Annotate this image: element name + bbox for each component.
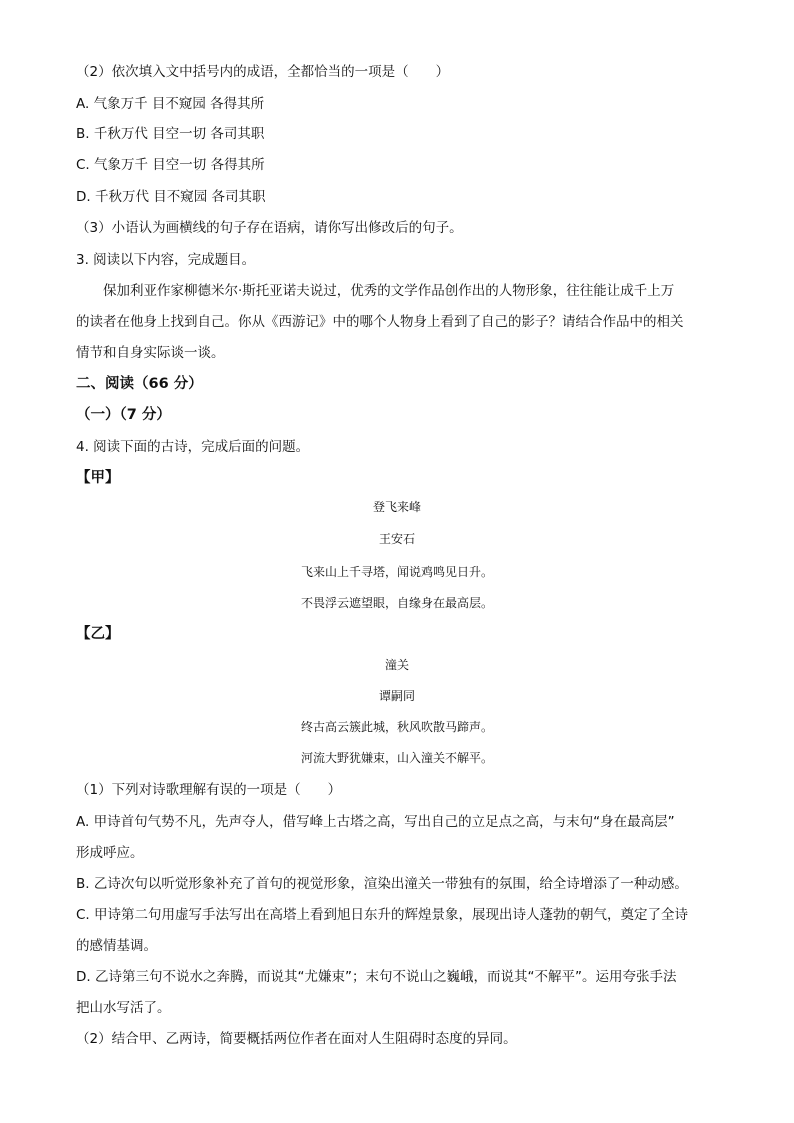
poem-b-line-1: 终古高云簇此城，秋风吹散马蹄声。 [300, 720, 493, 734]
question-4-option-a-line-1: A. 甲诗首句气势不凡，先声夺人，借写峰上古塔之高，写出自己的立足点之高，与末句“身在最高层” [76, 814, 675, 830]
poem-b-title: 潼关 [384, 658, 409, 672]
question-3-passage-line-2: 的读者在他身上找到自己。你从《西游记》中的哪个人物身上看到了自己的影子？请结合作品中的相关 [76, 314, 684, 330]
poem-b-line-2: 河流大野犹嫌束，山入潼关不解平。 [300, 751, 493, 765]
poem-a-line-2: 不畏浮云遮望眼，自缘身在最高层。 [300, 596, 493, 610]
question-4-part-2: （2）结合甲、乙两诗，简要概括两位作者在面对人生阻碍时态度的异同。 [76, 1031, 517, 1047]
question-2-part-2-stem: （2）依次填入文中括号内的成语，全都恰当的一项是（ ） [76, 64, 450, 80]
poem-a-author: 王安石 [378, 532, 415, 546]
poem-a-line-1: 飞来山上千寻塔，闻说鸡鸣见日升。 [300, 565, 493, 579]
option-c: C. 气象万千 目空一切 各得其所 [76, 157, 265, 173]
section-2-title: 二、阅读（66 分） [76, 376, 203, 392]
poem-b-author: 谭嗣同 [378, 689, 415, 703]
question-3-stem: 3. 阅读以下内容，完成题目。 [76, 252, 256, 268]
question-2-part-3: （3）小语认为画横线的句子存在语病，请你写出修改后的句子。 [76, 220, 463, 236]
poem-a-label: 【甲】 [76, 470, 120, 486]
poem-b-label: 【乙】 [76, 626, 120, 642]
question-4-option-c-line-1: C. 甲诗第二句用虚写手法写出在高塔上看到旭日东升的辉煌景象，展现出诗人蓬勃的朝气，奠定了全诗 [76, 907, 689, 923]
question-4-option-a-line-2: 形成呼应。 [76, 845, 144, 861]
option-a: A. 气象万千 目不窥园 各得其所 [76, 96, 265, 112]
poem-a-title: 登飞来峰 [372, 500, 421, 514]
question-3-passage-line-3: 情节和自身实际谈一谈。 [76, 345, 225, 361]
question-4-option-c-line-2: 的感情基调。 [76, 938, 157, 954]
option-d: D. 千秋万代 目不窥园 各司其职 [76, 189, 266, 205]
question-4-stem: 4. 阅读下面的古诗，完成后面的问题。 [76, 439, 310, 455]
question-4-part-1-stem: （1）下列对诗歌理解有误的一项是（ ） [76, 782, 342, 798]
section-2-subsection: （一）（7 分） [76, 407, 171, 423]
question-4-option-d-line-1: D. 乙诗第三句不说水之奔腾，而说其“尤嫌束”；末句不说山之巍峨，而说其“不解平”。运用夸张手法 [76, 969, 677, 985]
question-3-passage-line-1: 保加利亚作家柳德米尔·斯托亚诺夫说过，优秀的文学作品创作出的人物形象，往往能让成千上万 [103, 283, 675, 299]
option-b: B. 千秋万代 目空一切 各司其职 [76, 126, 265, 142]
question-4-option-b: B. 乙诗次句以听觉形象补充了首句的视觉形象，渲染出潼关一带独有的氛围，给全诗增添了一种动感。 [76, 876, 688, 892]
question-4-option-d-line-2: 把山水写活了。 [76, 1000, 171, 1016]
